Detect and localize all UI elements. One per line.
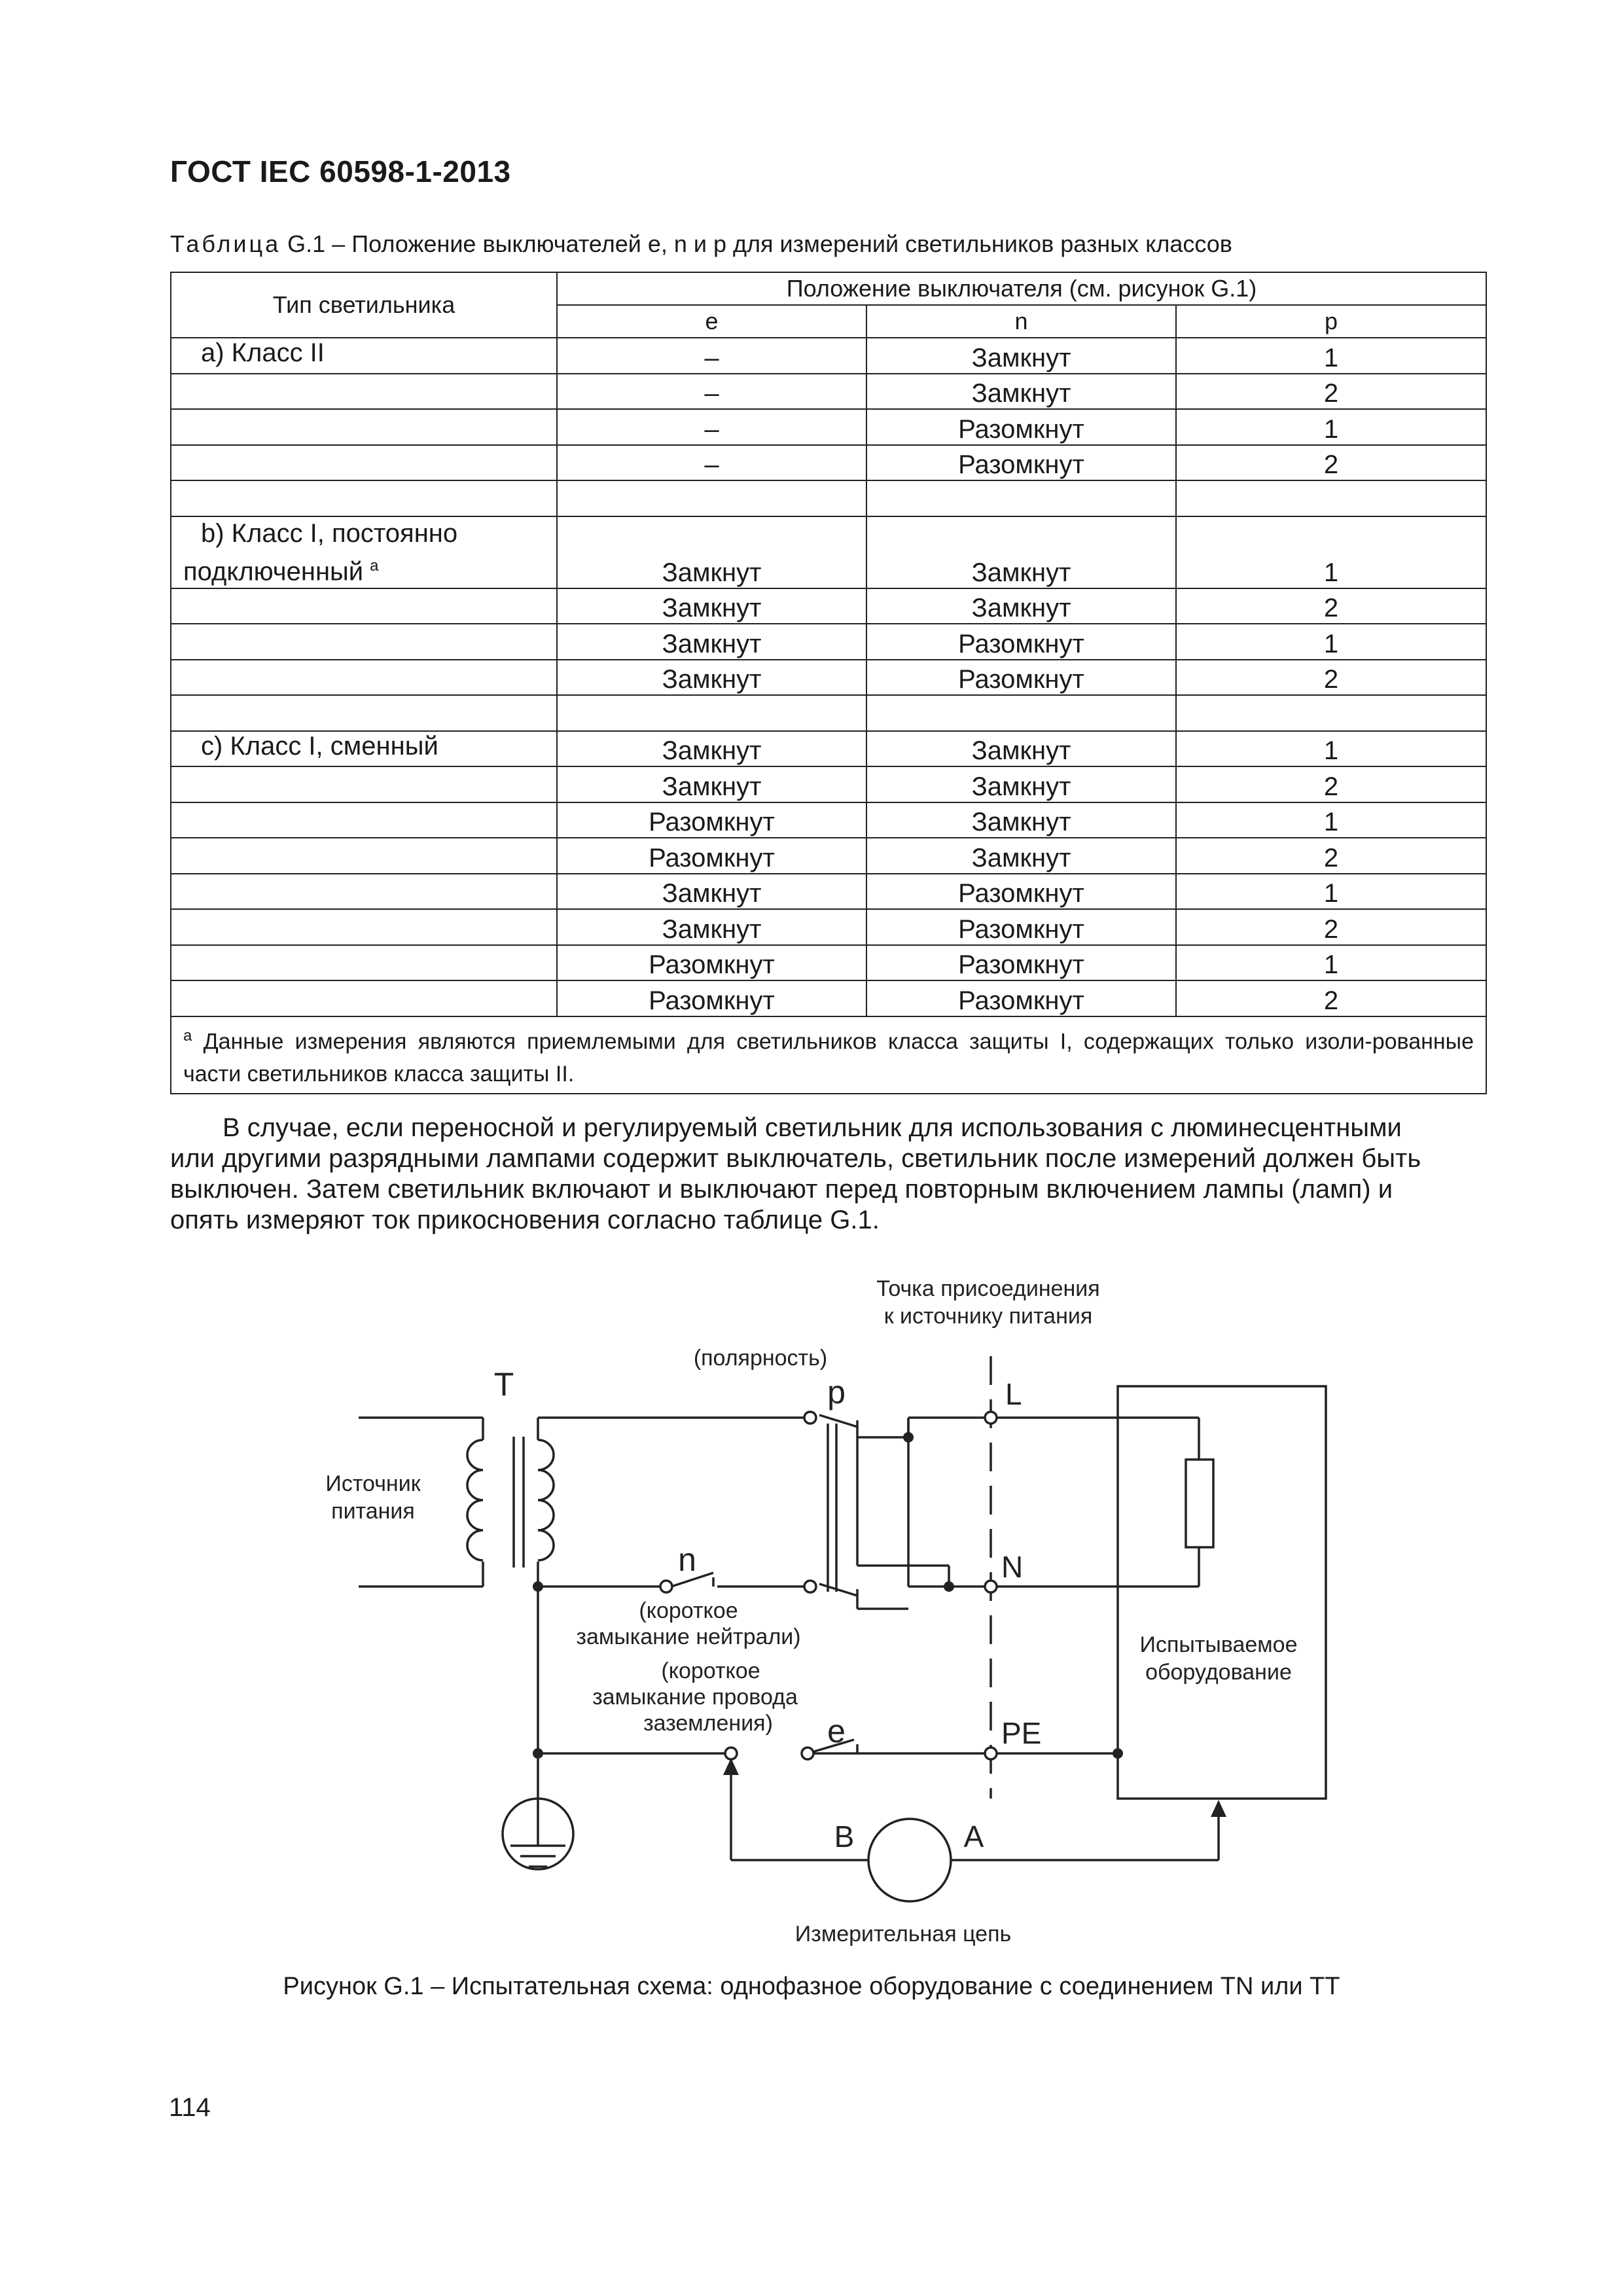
cell-e: –: [557, 374, 866, 410]
cell-e: Разомкнут: [557, 802, 866, 838]
cell-luminaire-type: а) Класс II: [171, 338, 557, 374]
cell-p: [1176, 480, 1486, 516]
connection-point-label-1: Точка присоединения: [876, 1276, 1100, 1301]
cell-e: Замкнут: [557, 516, 866, 588]
connection-point-label-2: к источнику питания: [883, 1304, 1093, 1329]
figure-caption: Рисунок G.1 – Испытательная схема: однофазное оборудование с соединением TN или TT: [283, 1973, 1340, 2000]
cell-e: Разомкнут: [557, 945, 866, 981]
cell-luminaire-type: [171, 660, 557, 696]
cell-e: Замкнут: [557, 909, 866, 945]
paragraph-line: В случае, если переносной и регулируемый светильник для использования с люминесцентными: [223, 1113, 1402, 1142]
page-number: 114: [169, 2093, 211, 2122]
cell-e: Замкнут: [557, 874, 866, 910]
cell-p: 2: [1176, 588, 1486, 624]
header-p: p: [1176, 305, 1486, 338]
polarity-label: (полярность): [693, 1346, 828, 1371]
cell-e: [557, 695, 866, 731]
table-row: [171, 338, 1486, 374]
paragraph-line: выключен. Затем светильник включают и выключают перед повторным включением лампы (ламп) и: [170, 1175, 1393, 1204]
cell-e: –: [557, 338, 866, 374]
cell-p: 1: [1176, 409, 1486, 445]
earth-short-label-1: (короткое: [661, 1659, 760, 1683]
transformer-label: T: [493, 1366, 514, 1403]
cell-luminaire-type: [171, 909, 557, 945]
cell-p: [1176, 695, 1486, 731]
table-caption-label: Таблица: [170, 230, 281, 257]
meter-A-label: A: [963, 1820, 984, 1854]
cell-n: Разомкнут: [866, 909, 1176, 945]
table-row: [171, 624, 1486, 660]
cell-n: Разомкнут: [866, 660, 1176, 696]
table-row: [171, 945, 1486, 981]
cell-e: Разомкнут: [557, 838, 866, 874]
cell-e: Замкнут: [557, 660, 866, 696]
table-row: [171, 909, 1486, 945]
cell-e: –: [557, 409, 866, 445]
cell-luminaire-type: [171, 980, 557, 1016]
cell-n: Замкнут: [866, 766, 1176, 802]
cell-n: Замкнут: [866, 838, 1176, 874]
cell-e: [557, 480, 866, 516]
table-row: [171, 660, 1486, 696]
cell-p: 1: [1176, 945, 1486, 981]
equipment-label-2: оборудование: [1145, 1660, 1292, 1685]
cell-luminaire-type: [171, 624, 557, 660]
cell-n: Замкнут: [866, 516, 1176, 588]
terminal-L-label: L: [1005, 1377, 1022, 1411]
table-row: [171, 731, 1486, 767]
cell-n: Замкнут: [866, 374, 1176, 410]
table-body: [171, 338, 1486, 1016]
cell-e: Замкнут: [557, 731, 866, 767]
measuring-circuit-label: Измерительная цепь: [794, 1922, 1012, 1946]
cell-e: Замкнут: [557, 766, 866, 802]
cell-type-line: подключенный: [183, 556, 364, 586]
header-n: n: [866, 305, 1176, 338]
table-row: [171, 838, 1486, 874]
footnote-mark: a: [183, 1026, 192, 1045]
table-footnote: [171, 1016, 1486, 1094]
cell-e: Разомкнут: [557, 980, 866, 1016]
source-label-2: питания: [331, 1499, 415, 1524]
cell-luminaire-type: [171, 409, 557, 445]
cell-n: [866, 695, 1176, 731]
switch-p-label: p: [827, 1374, 846, 1410]
cell-luminaire-type: [171, 588, 557, 624]
cell-n: [866, 480, 1176, 516]
table-caption-text: G.1 – Положение выключателей e, n и p для измерений светильников разных классов: [281, 230, 1232, 257]
table-row: [171, 374, 1486, 410]
earth-short-label-3: заземления): [643, 1711, 773, 1736]
table-row: [171, 516, 1486, 588]
cell-p: 1: [1176, 874, 1486, 910]
cell-n: Замкнут: [866, 802, 1176, 838]
cell-p: 2: [1176, 909, 1486, 945]
cell-e: Замкнут: [557, 588, 866, 624]
equipment-label-1: Испытываемое: [1139, 1632, 1298, 1657]
cell-luminaire-type: [171, 802, 557, 838]
cell-n: Замкнут: [866, 731, 1176, 767]
cell-type-line: b) Класс I, постоянно: [201, 518, 458, 548]
header-e: e: [557, 305, 866, 338]
cell-n: Разомкнут: [866, 945, 1176, 981]
earth-short-label-2: замыкание провода: [592, 1685, 798, 1710]
meter-B-label: B: [834, 1820, 855, 1854]
switch-n-label: n: [678, 1541, 696, 1578]
neutral-short-label-1: (короткое: [639, 1598, 738, 1623]
table-row: [171, 695, 1486, 731]
cell-n: Разомкнут: [866, 624, 1176, 660]
cell-p: 2: [1176, 374, 1486, 410]
paragraph-line: или другими разрядными лампами содержит выключатель, светильник после измерений должен быть: [170, 1144, 1421, 1173]
cell-n: Замкнут: [866, 338, 1176, 374]
cell-p: 1: [1176, 731, 1486, 767]
table-row: [171, 409, 1486, 445]
cell-p: 2: [1176, 660, 1486, 696]
cell-p: 2: [1176, 766, 1486, 802]
table-row: [171, 874, 1486, 910]
table-row: [171, 766, 1486, 802]
cell-p: 1: [1176, 516, 1486, 588]
cell-luminaire-type: с) Класс I, сменный: [171, 731, 557, 767]
table-row: [171, 802, 1486, 838]
cell-e: Замкнут: [557, 624, 866, 660]
cell-luminaire-type: [171, 374, 557, 410]
neutral-short-label-2: замыкание нейтрали): [576, 1624, 801, 1649]
paragraph-line: опять измеряют ток прикосновения согласно таблице G.1.: [170, 1206, 880, 1234]
table-row: [171, 445, 1486, 481]
header-switch-position: Положение выключателя (см. рисунок G.1): [557, 272, 1486, 305]
cell-p: 1: [1176, 624, 1486, 660]
cell-p: 2: [1176, 980, 1486, 1016]
cell-n: Разомкнут: [866, 409, 1176, 445]
cell-e: –: [557, 445, 866, 481]
footnote-ref: a: [370, 556, 379, 575]
switch-e-label: e: [827, 1713, 846, 1749]
source-label-1: Источник: [325, 1471, 421, 1496]
table-row: [171, 480, 1486, 516]
cell-luminaire-type: [171, 838, 557, 874]
cell-luminaire-type: [171, 480, 557, 516]
test-circuit-diagram: [0, 1244, 1623, 1990]
footnote-text: Данные измерения являются приемлемыми для светильников класса защиты I, содержащих только изоли-рованные части светильников класса защиты II.: [183, 1029, 1474, 1087]
body-paragraph: [170, 1113, 1486, 1236]
cell-luminaire-type: [171, 874, 557, 910]
cell-luminaire-type: [171, 516, 557, 588]
cell-luminaire-type: [171, 766, 557, 802]
cell-p: 2: [1176, 445, 1486, 481]
document-title: ГОСТ IEC 60598-1-2013: [170, 154, 511, 188]
table-caption: [170, 230, 1232, 258]
cell-p: 2: [1176, 838, 1486, 874]
cell-luminaire-type: [171, 945, 557, 981]
table-row: [171, 588, 1486, 624]
cell-luminaire-type: [171, 695, 557, 731]
cell-n: Разомкнут: [866, 874, 1176, 910]
terminal-PE-label: PE: [1001, 1716, 1042, 1750]
terminal-N-label: N: [1001, 1550, 1024, 1584]
cell-p: 1: [1176, 802, 1486, 838]
cell-luminaire-type: [171, 445, 557, 481]
cell-n: Разомкнут: [866, 445, 1176, 481]
switch-position-table: [170, 272, 1487, 1094]
cell-n: Разомкнут: [866, 980, 1176, 1016]
cell-n: Замкнут: [866, 588, 1176, 624]
table-row: [171, 980, 1486, 1016]
header-luminaire-type: Тип светильника: [171, 272, 557, 338]
cell-p: 1: [1176, 338, 1486, 374]
